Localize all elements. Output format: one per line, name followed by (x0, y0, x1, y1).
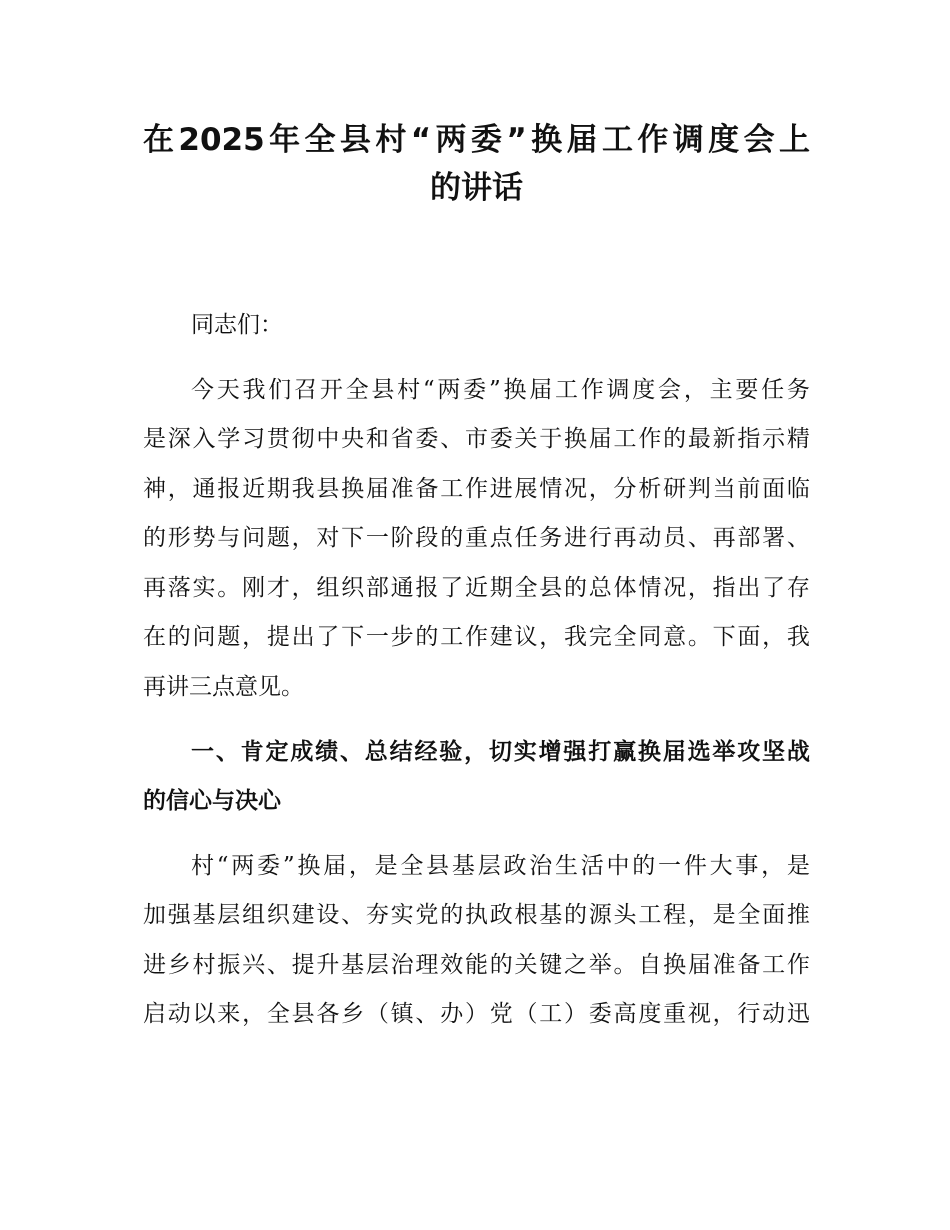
document-title-line1: 在2025年全县村“两委”换届工作调度会上 (143, 122, 810, 158)
paragraph-line: 是深入学习贯彻中央和省委、市委关于换届工作的最新指示精 (143, 426, 810, 452)
paragraph-line: 神，通报近期我县换届准备工作进展情况，分析研判当前面临 (143, 476, 810, 502)
document-title-line2: 的讲话 (430, 170, 523, 206)
salutation: 同志们： (191, 312, 283, 338)
heading-line: 一、肯定成绩、总结经验，切实增强打赢换届选举攻坚战 (191, 739, 810, 765)
paragraph-line: 再讲三点意见。 (143, 674, 304, 700)
paragraph-line: 今天我们召开全县村“两委”换届工作调度会，主要任务 (191, 377, 810, 403)
paragraph-line: 村“两委”换届，是全县基层政治生活中的一件大事，是 (191, 853, 810, 879)
paragraph-line: 进乡村振兴、提升基层治理效能的关键之举。自换届准备工作 (143, 952, 810, 978)
paragraph-line: 加强基层组织建设、夯实党的执政根基的源头工程，是全面推 (143, 902, 810, 928)
paragraph-line: 的形势与问题，对下一阶段的重点任务进行再动员、再部署、 (143, 525, 810, 551)
paragraph-line: 启动以来，全县各乡（镇、办）党（工）委高度重视，行动迅 (143, 1001, 810, 1027)
paragraph-line: 在的问题，提出了下一步的工作建议，我完全同意。下面，我 (143, 624, 810, 650)
heading-line: 的信心与决心 (143, 788, 281, 814)
paragraph-line: 再落实。刚才，组织部通报了近期全县的总体情况，指出了存 (143, 575, 810, 601)
